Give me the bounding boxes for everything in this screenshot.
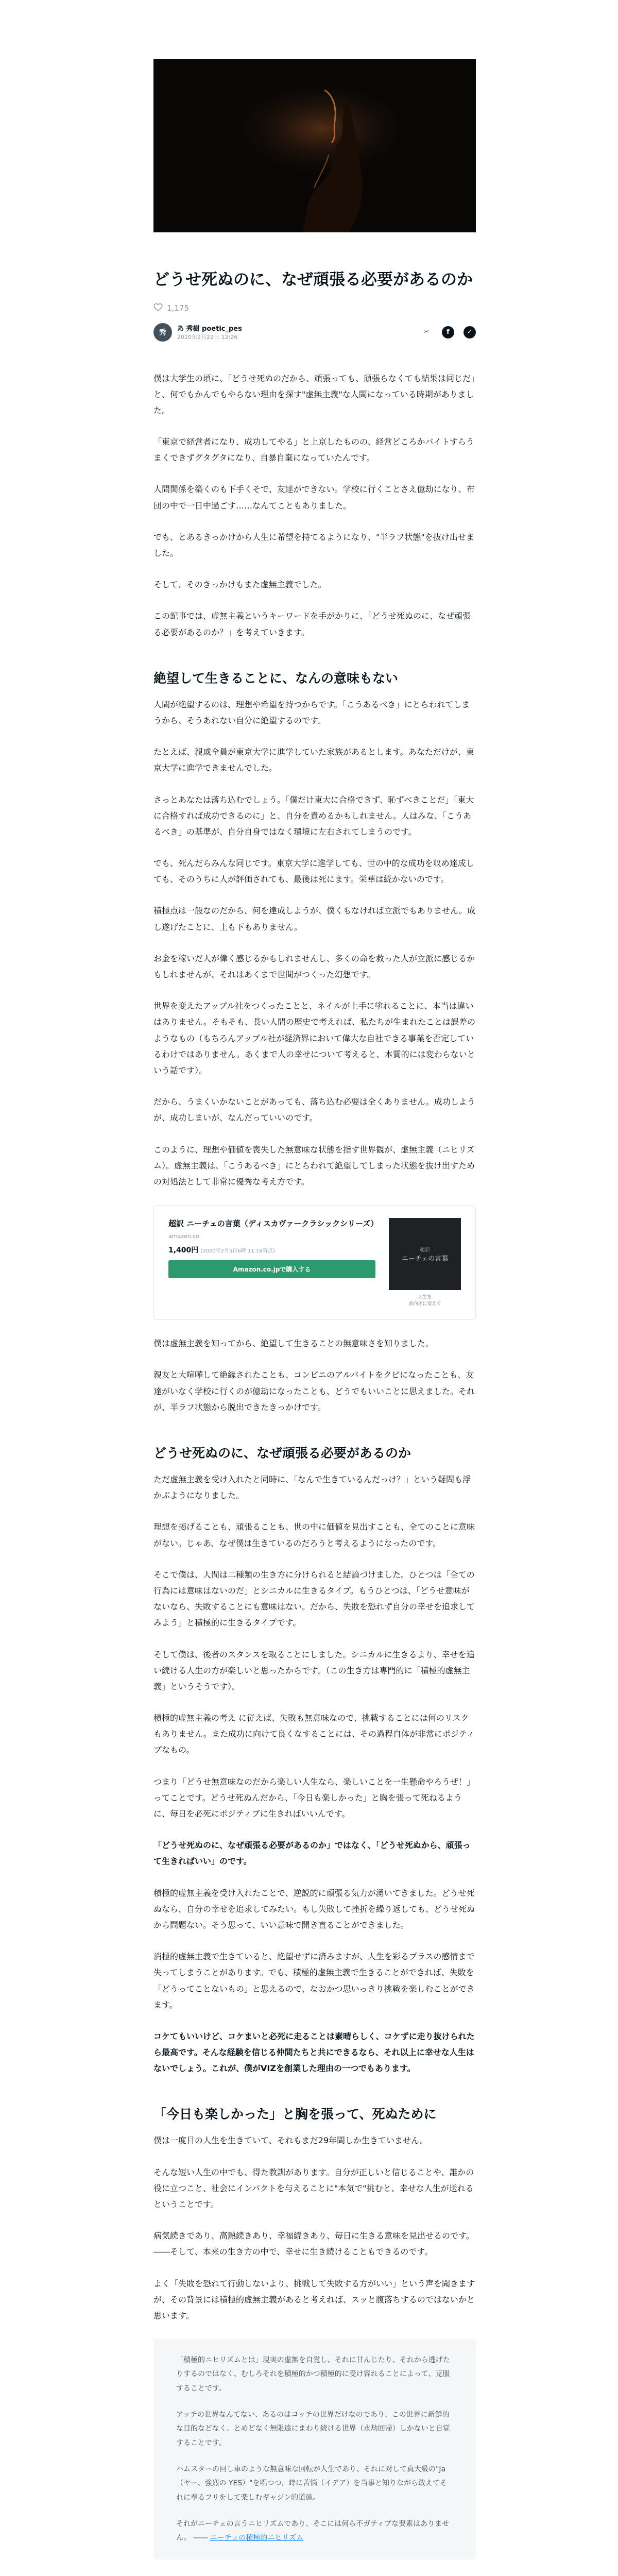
body-paragraph: つまり「どうせ無意味なのだから楽しい人生なら、楽しいことを一生懸命やろうぜ！」ってことです。どうせ死ぬんだから、「今日も楽しかった」と胸を張って死ねるように、毎日を必死にポジティブに生きればいいんです。	[153, 1776, 475, 1819]
intro-paragraph: 「東京で経営者になり、成功してやる」と上京したものの、経営どころかバイトすらうまくできずグタグタになり、自暴自棄になっていたんです。	[153, 437, 474, 463]
intro-paragraph: そして、そのきっかけもまた虚無主義でした。	[153, 580, 327, 590]
section-heading: どうせ死ぬのに、なぜ頑張る必要があるのか	[153, 1446, 411, 1461]
body-paragraph: 僕は一度目の人生を生きていて、それもまだ29年間しか生きていません。	[153, 2136, 428, 2146]
like-row	[153, 302, 476, 314]
body-paragraph: そして僕は、後者のスタンスを取ることにしました。シニカルに生きるより、幸せを追い続ける人生の方が楽しいと思ったからです。（この生き方は専門的に「積極的虚無主義」というそうです）。	[153, 1649, 475, 1691]
body-paragraph: さっとあなたは落ち込むでしょう。「僕だけ東大に合格できず、恥ずべきことだ」「東大に合格すれば成功できるのに」と、自分を責めるかもしれません。人はみな、「こうあるべき」の基準が、自分自身ではなく環境に左右されてしまうのです。	[153, 794, 474, 837]
product-title[interactable]: 超訳 ニーチェの言葉（ディスカヴァークラシックシリーズ）	[168, 1219, 379, 1229]
body-paragraph: よく「失敗を恐れて行動しないより、挑戦して失敗する方がいい」という声を聞きますが、その背景には積極的虚無主義があると考えれば、スッと腹落ちするのではないかと思います。	[153, 2278, 475, 2320]
product-price	[168, 1245, 375, 1255]
article-title: どうせ死ぬのに、なぜ頑張る必要があるのか	[153, 270, 473, 289]
hero-image	[153, 59, 476, 232]
product-cover[interactable]	[389, 1218, 461, 1307]
body-paragraph: そんな短い人生の中でも、得た教訓があります。自分が正しいと信じることや、誰かの役に立つこと、社会にインパクトを与えることに"本気で"挑むと、幸せな人生が送れるということです。	[153, 2167, 474, 2209]
publish-date: 2020年2月22日 12:26	[177, 334, 238, 341]
intro-paragraph: この記事では、虚無主義というキーワードを手がかりに、「どうせ死ぬのに、なぜ頑張る必要があるのか？」を考えていきます。	[153, 611, 471, 637]
product-card	[153, 1205, 476, 1320]
author-meta	[153, 323, 476, 342]
share-icon[interactable]: ✂	[423, 328, 430, 336]
article	[153, 268, 476, 2576]
section-heading: 「今日も楽しかった」と胸を張って、死ぬために	[153, 2107, 437, 2122]
cover-caption: 人生を 前向きに変えて	[408, 1295, 441, 1307]
body-paragraph: 消極的虚無主義で生きていると、絶望せずに済みますが、人生を彩るプラスの感情まで失ってしまうことがあります。でも、積極的虚無主義で生きることができれば、失敗を「どうってことないもの」と思えるので、なおかつ思いっきり挑戦を楽しむことができます。	[153, 1952, 475, 2010]
body-paragraph: このように、理想や価値を喪失した無意味な状態を指す世界観が、虚無主義（ニヒリズム）。虚無主義は、「こうあるべき」にとらわれて絶望してしまった状態を抜け出すための対処法として非常に優秀な考え方です。	[153, 1144, 475, 1187]
body-paragraph: 積極点は一般なのだから、何を達成しようが、僕くもなければ立派でもありません。成し遂げたことに、上も下もありません。	[153, 906, 475, 932]
product-info	[168, 1218, 379, 1307]
intro-paragraph: 人間関係を築くのも下手くそで、友達ができない。学校に行くことさえ億劫になり、布団の中で一日中過ごす……なんてこともありました。	[153, 484, 475, 511]
quote-paragraph: ハムスターの回し車のような無意味な回転が人生であり、それに対して真大級の"Ja（ヤー、強烈の YES）"を唱つつ、時に苦悩（イデア）を当事と知りながら敢えてそれに奉るフリをして楽しむギャジン的道徳。	[176, 2465, 448, 2502]
body-paragraph: 僕は虚無主義を知ってから、絶望して生きることの無意味さを知りました。	[153, 1338, 434, 1349]
section-heading: 絶望して生きることに、なんの意味もない	[153, 670, 399, 686]
avatar[interactable]: 秀	[153, 323, 172, 342]
cover-subtitle: 超訳	[420, 1247, 430, 1253]
pocket-icon[interactable]: ✓	[464, 326, 476, 338]
body-paragraph: ただ虚無主義を受け入れたと同時に、「なんで生きているんだっけ？」という疑問も浮かぶようになりました。	[153, 1475, 471, 1501]
body-paragraph: 親友と大喧嘩して絶縁されたことも、コンビニのアルバイトをクビになったことも、友達がいなく学校に行くのが億劫になったことも、どうでもいいことに思えました。それが、半ラフ状態から脱出できたきっかけです。	[153, 1370, 475, 1412]
body-paragraph-bold: 「どうせ死ぬのに、なぜ頑張る必要があるのか」ではなく、「どうせ死ぬから、頑張って生きればいい」のです。	[153, 1840, 471, 1867]
quote-dash: ――	[193, 2534, 208, 2543]
author-block[interactable]	[153, 323, 242, 342]
heart-icon[interactable]	[153, 302, 163, 314]
quote-paragraph: 「積極的ニヒリズムとは」現実の虚無を自覚し、それに甘んじたり、それから逃げたりするのではなく、むしろそれを積極的かつ積極的に受け容れることによって、克服することです。	[176, 2356, 450, 2393]
body-paragraph: 病気続きであり、高熱続きあり、幸福続きあり、毎日に生きる意味を見出せるのです。――そして、本来の生き方の中で、幸せに生き続けることもできるのです。	[153, 2231, 474, 2257]
body-paragraph: 理想を掲げることも、頑張ることも、世の中に価値を見出すことも、全てのことに意味がない。じゃあ、なぜ僕は生きているのだろうと考えるようになったのです。	[153, 1522, 475, 1548]
body-paragraph: たとえば、親戚全員が東京大学に進学していた家族があるとします。あなただけが、東京大学に進学できませんでした。	[153, 747, 474, 773]
quote-paragraph	[176, 2517, 453, 2546]
cover-title: ニーチェの言葉	[401, 1255, 449, 1263]
product-source: amazon.co	[168, 1232, 199, 1240]
price-value: 1,400円	[168, 1246, 199, 1255]
quote-block	[153, 2339, 476, 2560]
book-cover[interactable]	[389, 1218, 461, 1290]
body-paragraph: そこで僕は、人間は二種類の生き方に分けられると結論づけました。ひとつは「全ての行為には意味はないのだ」とシニカルに生きるタイプ。もうひとつは、「どうせ意味がないなら、失敗することにも意味はない。だから、失敗を恐れず自分の幸せを追求してみよう」と積極的に生きるタイプです。	[153, 1569, 475, 1628]
intro-paragraph: でも、とあるきっかけから人生に希望を持てるようになり、"半ラフ状態"を抜け出せました。	[153, 532, 474, 558]
intro-paragraph: 僕は大学生の頃に、「どうせ死ぬのだから、頑張っても、頑張らなくても結果は同じだ」と、何でもかんでもやらない理由を探す"虚無主義"な人間になっている時期がありました。	[153, 373, 475, 415]
body-paragraph: でも、死んだらみんな同じです。東京大学に進学しても、世の中的な成功を収め達成しても、そのうちに人が評価されても、最後は死にます。栄華は続かないのです。	[153, 858, 474, 885]
amazon-buy-button[interactable]: Amazon.co.jpで購入する	[168, 1260, 375, 1278]
body-paragraph: 人間が絶望するのは、理想や希望を持つからです。「こうあるべき」にとらわれてしまうから、そうあれない自分に絶望するのです。	[153, 699, 470, 725]
body-paragraph: 積極的虚無主義の考え に従えば、失敗も無意味なので、挑戦することには何のリスクもありません。また成功に向けて良くなすることには、その過程自体が非常にポジティブなもの。	[153, 1713, 475, 1755]
author-name[interactable]: あ 秀樹 poetic_pes	[177, 325, 242, 333]
quote-source-link[interactable]: ニーチェの積極的ニヒリズム	[210, 2534, 304, 2543]
body-paragraph: 世界を変えたアップル社をつくったことと、ネイルが上手に塗れることに、本当は違いはありません。そもそも、長い人間の歴史で考えれば、私たちが生まれたことは誤差のようなもの（もちろんアップル社が経済界において偉大な自社できる事業を否定しているわけではありません。あくまで人の幸せについて考えると、本質的には変わらないという話です）。	[153, 1001, 475, 1075]
facebook-icon[interactable]: f	[442, 326, 454, 338]
body-paragraph-bold: コケてもいいけど、コケまいと必死に走ることは素晴らしく、コケずに走り抜けられたら最高です。そんな経験を信じる仲間たちと共にできるなら、それ以上に幸せな人生はないでしょう。これが、僕がVIZを創業した理由の一つでもあります。	[153, 2031, 475, 2074]
quote-text: それがニーチェの言うニヒリズムであり、そこには何ら不ガティブな要素はありません。	[176, 2519, 450, 2543]
share-actions	[420, 326, 476, 338]
price-note: (2020年2月5日6時 11:18時点)	[200, 1248, 275, 1254]
body-paragraph: だから、うまくいかないことがあっても、落ち込む必要は全くありません。成功しようが、成功しまいが、なんだっていいのです。	[153, 1097, 475, 1123]
hero-silhouette	[153, 59, 476, 232]
body-paragraph: 積極的虚無主義を受け入れたことで、逆説的に頑張る気力が湧いてきました。どうせ死ぬなら、自分の幸せを追求してみたい。もし失敗して挫折を繰り返しても、どうせ死ぬから問題ない。そう思って、いい意味で開き直ることができました。	[153, 1888, 475, 1930]
quote-paragraph: アッチの世界なんてない、あるのはコッチの世界だけなのであり、この世界に新鮮的な目的などなく、とめどなく無限遠にまわり続ける世界（永劫回帰）しかないと自覚することです。	[176, 2411, 450, 2447]
like-count: 1,175	[167, 303, 189, 313]
body-paragraph: お金を稼いだ人が偉く感じるかもしれませんし、多くの命を救った人が立派に感じるかもしれませんが、それはあくまで世間がつくった幻想です。	[153, 953, 475, 979]
